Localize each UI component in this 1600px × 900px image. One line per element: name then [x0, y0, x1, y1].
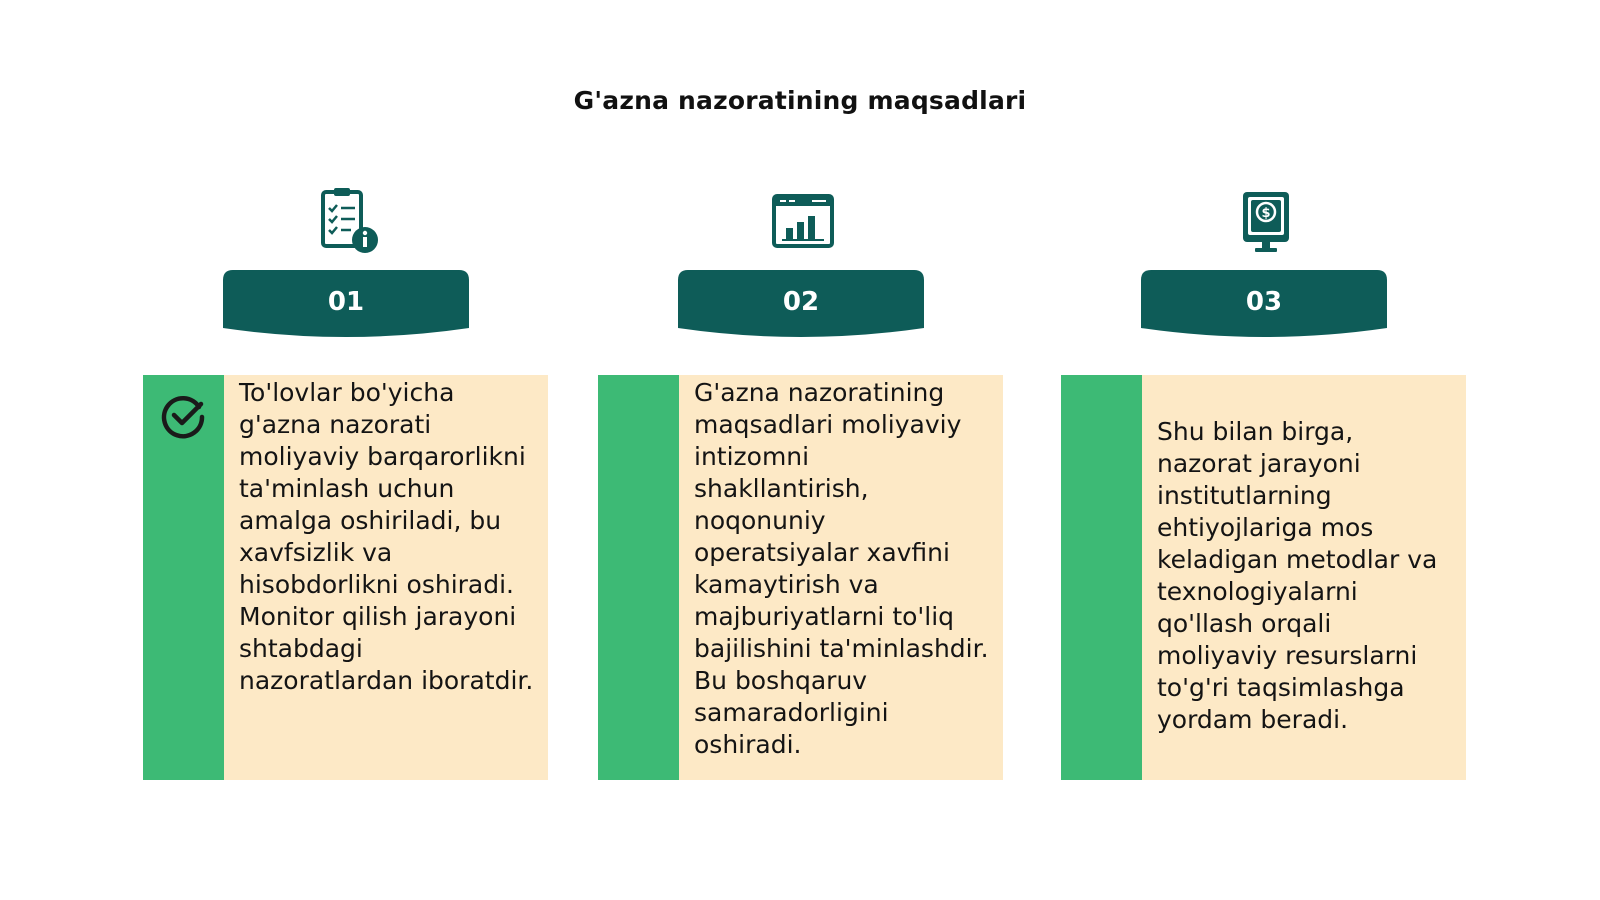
step-column-3 — [1061, 0, 1466, 900]
step-card-2 — [598, 375, 1003, 780]
page-title: G'azna nazoratining maqsadlari — [573, 86, 1027, 115]
step-column-1 — [143, 0, 548, 900]
step-number: 01 — [327, 287, 365, 317]
step-card-1 — [143, 375, 548, 780]
card-stripe — [143, 375, 224, 780]
dashboard-bar-chart-icon — [768, 186, 838, 256]
check-circle-icon — [161, 393, 207, 439]
svg-text:$: $ — [1261, 206, 1271, 221]
clipboard-checklist-info-icon — [313, 186, 383, 256]
step-number: 03 — [1245, 287, 1283, 317]
step-column-2 — [598, 0, 1003, 900]
card-text: To'lovlar bo'yicha g'azna nazorati moliyaviy barqarorlikni ta'minlash uchun amalga oshiriladi, bu xavfsizlik va hisobdorlikni oshiradi. Monitor qilish jarayoni shtabdagi nazoratlardan iboratdir. — [239, 378, 534, 695]
card-text: Shu bilan birga, nazorat jarayoni institutlarning ehtiyojlariga mos keladigan metodlar va texnologiyalarni qo'llash orqali moliyaviy resurslarni to'g'ri taqsimlashga yordam beradi. — [1157, 417, 1438, 734]
step-banner-3 — [1141, 270, 1387, 346]
step-banner-1 — [223, 270, 469, 346]
card-text: G'azna nazoratining maqsadlari moliyaviy intizomni shakllantirish, noqonuniy operatsiyalar xavfini kamaytirish va majburiyatlarni to'liq bajilishini ta'minlashdir. Bu boshqaruv samaradorligini oshiradi. — [694, 378, 989, 759]
monitor-dollar-icon — [1231, 186, 1301, 256]
card-stripe — [598, 375, 679, 780]
card-stripe — [1061, 375, 1142, 780]
step-number: 02 — [782, 287, 820, 317]
step-card-3 — [1061, 375, 1466, 780]
step-banner-2 — [678, 270, 924, 346]
